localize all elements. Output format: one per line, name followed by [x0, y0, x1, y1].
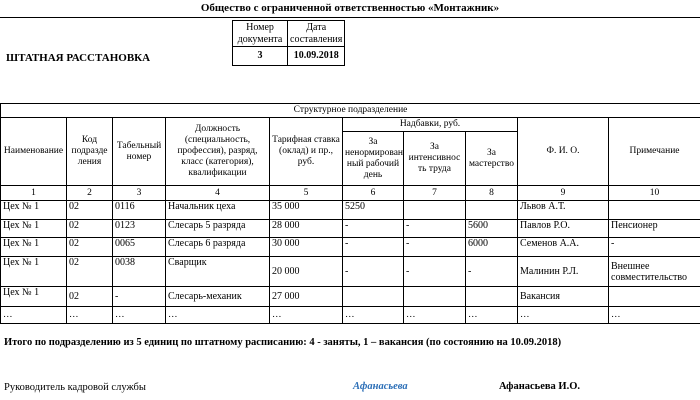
- col-number: 2: [67, 186, 113, 201]
- cell-note: -: [609, 238, 700, 257]
- cell-position: Слесарь 6 разряда: [166, 238, 270, 257]
- cell-tab: 0123: [113, 220, 166, 238]
- table-row: [1, 238, 700, 257]
- cell-irregular: -: [343, 257, 404, 287]
- cell-code: 02: [67, 287, 113, 307]
- cell-rate: 20 000: [270, 257, 343, 287]
- cell-intensity: [404, 287, 466, 307]
- cell-rate: 30 000: [270, 238, 343, 257]
- cell-code: 02: [67, 201, 113, 220]
- col-number: 5: [270, 186, 343, 201]
- cell-name: Цех № 1: [1, 220, 67, 238]
- cell-mastery: -: [466, 257, 518, 287]
- document-meta-table: [232, 20, 345, 66]
- cell-code: 02: [67, 220, 113, 238]
- cell-dots: …: [404, 307, 466, 324]
- struct-group-header: Структурное подразделение: [1, 104, 700, 118]
- cell-dots: …: [609, 307, 700, 324]
- col-number: 7: [404, 186, 466, 201]
- rate-header: Тарифная ставка (оклад) и пр., руб.: [270, 118, 343, 186]
- tab-number-header: Табельный номер: [113, 118, 166, 186]
- cell-dots: …: [270, 307, 343, 324]
- cell-tab: 0065: [113, 238, 166, 257]
- cell-position: Слесарь 5 разряда: [166, 220, 270, 238]
- cell-irregular: -: [343, 238, 404, 257]
- document-number: 3: [233, 47, 288, 66]
- signatory-role: Руководитель кадровой службы: [4, 382, 146, 393]
- fio-header: Ф. И. О.: [518, 118, 609, 186]
- table-row: [1, 220, 700, 238]
- document-title: ШТАТНАЯ РАССТАНОВКА: [6, 52, 151, 64]
- position-header: Должность (специальность, профессия), разряд, класс (категория), квалификации: [166, 118, 270, 186]
- col-number: 3: [113, 186, 166, 201]
- cell-note: Пенсионер: [609, 220, 700, 238]
- cell-code: 02: [67, 238, 113, 257]
- col-number: 9: [518, 186, 609, 201]
- col-number: 10: [609, 186, 700, 201]
- cell-fio: Семенов А.А.: [518, 238, 609, 257]
- cell-code: 02: [67, 257, 113, 287]
- document-date: 10.09.2018: [288, 47, 345, 66]
- cell-position: Слесарь-механик: [166, 287, 270, 307]
- document-date-header: Дата составления: [288, 21, 345, 47]
- table-row: [1, 257, 700, 287]
- cell-irregular: -: [343, 220, 404, 238]
- cell-name: Цех № 1: [1, 257, 67, 287]
- col-number: 4: [166, 186, 270, 201]
- irregular-header: За ненормирован ный рабочий день: [343, 132, 404, 186]
- intensity-header: За интенсивнос ть труда: [404, 132, 466, 186]
- cell-intensity: [404, 201, 466, 220]
- mastery-header: За мастерство: [466, 132, 518, 186]
- cell-name: Цех № 1: [1, 201, 67, 220]
- col-number: 6: [343, 186, 404, 201]
- cell-intensity: -: [404, 238, 466, 257]
- cell-position: Сварщик: [166, 257, 270, 287]
- cell-dots: …: [113, 307, 166, 324]
- cell-fio: Вакансия: [518, 287, 609, 307]
- col-number: 1: [1, 186, 67, 201]
- cell-note: Внешнее совместительство: [609, 257, 700, 287]
- cell-irregular: 5250: [343, 201, 404, 220]
- cell-position: Начальник цеха: [166, 201, 270, 220]
- summary-text: Итого по подразделению из 5 единиц по штатному расписанию: 4 - заняты, 1 – вакансия (по состоянию на 10.09.2018): [4, 337, 562, 348]
- cell-tab: -: [113, 287, 166, 307]
- cell-dots: …: [67, 307, 113, 324]
- cell-mastery: [466, 287, 518, 307]
- organization-name: Общество с ограниченной ответственностью «Монтажник»: [200, 2, 500, 14]
- signatory-name: Афанасьева И.О.: [499, 381, 581, 392]
- table-row: [1, 287, 700, 307]
- cell-intensity: -: [404, 220, 466, 238]
- table-row-ellipsis: [1, 307, 700, 324]
- table-row: [1, 201, 700, 220]
- cell-note: [609, 287, 700, 307]
- header-divider: [0, 17, 700, 18]
- note-header: Примечание: [609, 118, 700, 186]
- cell-mastery: [466, 201, 518, 220]
- cell-dots: …: [1, 307, 67, 324]
- cell-dots: …: [518, 307, 609, 324]
- cell-tab: 0038: [113, 257, 166, 287]
- cell-dots: …: [343, 307, 404, 324]
- col-number: 8: [466, 186, 518, 201]
- cell-dots: …: [166, 307, 270, 324]
- document-number-header: Номер документа: [233, 21, 288, 47]
- handwritten-signature: Афанасьева: [353, 381, 408, 392]
- cell-tab: 0116: [113, 201, 166, 220]
- staff-table: [0, 103, 700, 324]
- name-header: Наименование: [1, 118, 67, 186]
- code-header: Код подразде ления: [67, 118, 113, 186]
- cell-dots: …: [466, 307, 518, 324]
- cell-intensity: -: [404, 257, 466, 287]
- cell-name: Цех № 1: [1, 238, 67, 257]
- cell-rate: 35 000: [270, 201, 343, 220]
- allowances-header: Надбавки, руб.: [343, 118, 518, 132]
- cell-mastery: 6000: [466, 238, 518, 257]
- cell-rate: 27 000: [270, 287, 343, 307]
- cell-fio: Павлов Р.О.: [518, 220, 609, 238]
- cell-fio: Малинин Р.Л.: [518, 257, 609, 287]
- cell-mastery: 5600: [466, 220, 518, 238]
- cell-note: [609, 201, 700, 220]
- cell-rate: 28 000: [270, 220, 343, 238]
- cell-fio: Львов А.Т.: [518, 201, 609, 220]
- cell-name: Цех № 1: [1, 287, 67, 307]
- cell-irregular: [343, 287, 404, 307]
